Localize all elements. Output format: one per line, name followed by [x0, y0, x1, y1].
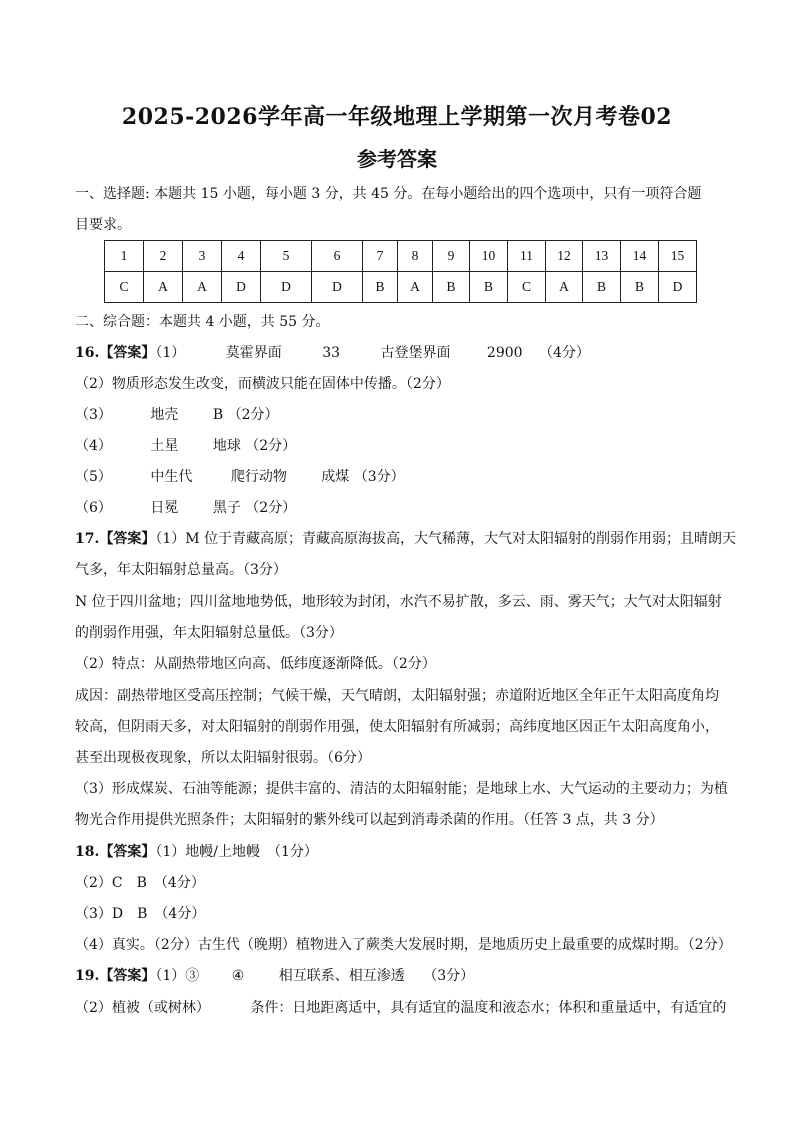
q16-part1-label: （1） [155, 345, 186, 361]
q19-line2 [75, 998, 726, 1018]
q19-line2-part-a: （2）植被（或树林） [75, 1000, 210, 1016]
q18-line3: （3）D B （4分） [75, 906, 206, 922]
q16-part1-item: 2900 [486, 345, 523, 361]
q17-prefix: 17.【答案】 [75, 531, 156, 547]
answer-cell: B [621, 272, 659, 303]
q16-part5 [75, 467, 405, 487]
section1-instruction-line2: 目要求。 [75, 217, 131, 233]
answer-cell: C [105, 272, 144, 303]
q17-line3: N 位于四川盆地；四川盆地地势低，地形较为封闭，水汽不易扩散，多云、雨、雾天气；大气对太阳辐射 [75, 594, 722, 610]
q18-line1 [75, 842, 318, 862]
q17-line2: 气多，年太阳辐射总量高。（3分） [75, 562, 287, 578]
q18-line2: （2）C B （4分） [75, 875, 205, 891]
q17-line6: 成因：副热带地区受高压控制；气候干燥，天气晴朗，太阳辐射强；赤道附近地区全年正午太阳高度角均 [75, 688, 719, 704]
question-number-cell: 3 [183, 241, 222, 272]
q16-part6-label: （6） [75, 500, 112, 516]
q16-part4-label: （4） [75, 438, 112, 454]
answer-cell: A [183, 272, 222, 303]
answer-cell: C [508, 272, 546, 303]
answer-table-answer-row [105, 272, 697, 303]
q18-prefix: 18.【答案】 [75, 844, 156, 860]
page-subtitle: 参考答案 [357, 147, 437, 171]
answer-cell: A [144, 272, 183, 303]
q16-part3 [75, 405, 278, 425]
question-number-cell: 15 [659, 241, 697, 272]
q19-part1-label: （1） [155, 968, 186, 984]
q16-part4-item: 土星 [150, 438, 179, 454]
q16-prefix: 16.【答案】 [75, 345, 156, 361]
q19-part1-item: ④ [231, 968, 245, 984]
q18-line4: （4）真实。（2分）古生代（晚期）植物进入了蕨类大发展时期，是地质历史上最重要的成煤时期。（2分） [75, 937, 732, 953]
question-number-cell: 8 [398, 241, 433, 272]
q16-part3-item: B （2分） [212, 407, 279, 423]
q16-part3-item: 地壳 [150, 407, 179, 423]
question-number-cell: 11 [508, 241, 546, 272]
q19-line2-part-b: 条件：日地距离适中，具有适宜的温度和液态水；体积和重量适中，有适宜的 [250, 1000, 727, 1016]
question-number-cell: 4 [222, 241, 261, 272]
question-number-cell: 1 [105, 241, 144, 272]
q16-part1-item: 莫霍界面 [225, 345, 282, 361]
q16-part3-label: （3） [75, 407, 112, 423]
q19-prefix: 19.【答案】 [75, 968, 156, 984]
question-number-cell: 13 [583, 241, 621, 272]
q17-line10: 物光合作用提供光照条件；太阳辐射的紫外线可以起到消毒杀菌的作用。（任答 3 点，共 3 分） [75, 812, 664, 828]
q17-line9: （3）形成煤炭、石油等能源；提供丰富的、清洁的太阳辐射能；是地球上水、大气运动的主要动力；为植 [75, 781, 728, 797]
question-number-cell: 14 [621, 241, 659, 272]
q16-part1-item: （4分） [539, 345, 590, 361]
answer-cell: D [222, 272, 261, 303]
answer-table [104, 240, 697, 303]
question-number-cell: 10 [470, 241, 508, 272]
q19-part1-item: ③ [185, 968, 200, 984]
question-number-cell: 5 [261, 241, 312, 272]
question-number-cell: 9 [433, 241, 470, 272]
q19-part1-item: 相互联系、相互渗透 [278, 968, 405, 984]
page-title: 2025-2026学年高一年级地理上学期第一次月考卷02 [121, 104, 673, 130]
q16-part6-item: 日冕 [150, 500, 179, 516]
q17-line7: 较高，但阴雨天多，对太阳辐射的削弱作用强，使太阳辐射有所减弱；高纬度地区因正午太阳高度角小， [75, 719, 719, 735]
q16-part1 [75, 343, 590, 363]
answer-table-number-row [105, 241, 697, 272]
q16-part5-item: 成煤 （3分） [321, 469, 405, 485]
answer-cell: D [261, 272, 312, 303]
answer-cell: A [546, 272, 583, 303]
q16-part6-item: 黑子 （2分） [212, 500, 297, 516]
answer-cell: B [583, 272, 621, 303]
q16-part4-item: 地球 （2分） [212, 438, 297, 454]
answer-cell: D [659, 272, 697, 303]
answer-cell: B [470, 272, 508, 303]
q17-line1 [75, 529, 736, 549]
answer-cell: B [363, 272, 398, 303]
q16-part5-label: （5） [75, 469, 112, 485]
q18-text: （1）地幔/上地幔 （1分） [155, 844, 318, 860]
section1-instruction-line1: 一、选择题: 本题共 15 小题，每小题 3 分，共 45 分。在每小题给出的四个选项中，只有一项符合题 [75, 186, 702, 202]
question-number-cell: 2 [144, 241, 183, 272]
q16-part1-item: 古登堡界面 [380, 345, 451, 361]
q17-line5: （2）特点：从副热带地区向高、低纬度逐渐降低。（2分） [75, 656, 436, 672]
section2-instruction: 二、综合题：本题共 4 小题，共 55 分。 [75, 314, 330, 330]
question-number-cell: 7 [363, 241, 398, 272]
question-number-cell: 12 [546, 241, 583, 272]
answer-cell: D [312, 272, 363, 303]
q17-text: （1）M 位于青藏高原；青藏高原海拔高，大气稀薄，大气对太阳辐射的削弱作用弱；且晴朗天 [155, 531, 737, 547]
q19-line1 [75, 966, 474, 986]
q16-part1-item: 33 [322, 345, 341, 361]
answer-cell: B [433, 272, 470, 303]
q17-line8: 甚至出现极夜现象，所以太阳辐射很弱。（6分） [75, 750, 371, 766]
q17-line4: 的削弱作用强，年太阳辐射总量低。（3分） [75, 625, 343, 641]
q16-part4 [75, 436, 296, 456]
q16-part6 [75, 498, 296, 518]
q16-part2: （2）物质形态发生改变，而横波只能在固体中传播。（2分） [75, 376, 450, 392]
question-number-cell: 6 [312, 241, 363, 272]
q16-part5-item: 爬行动物 [230, 469, 287, 485]
q19-part1-item: （3分） [423, 968, 475, 984]
answer-cell: A [398, 272, 433, 303]
q16-part5-item: 中生代 [150, 469, 193, 485]
